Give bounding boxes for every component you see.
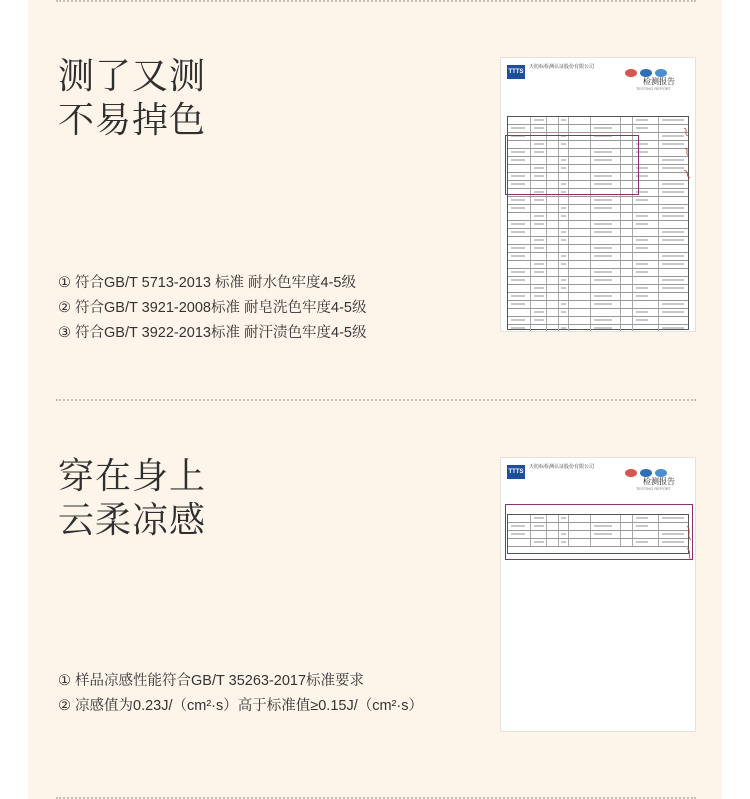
- highlight-box: [505, 135, 639, 195]
- report-table-row: [508, 277, 688, 285]
- highlight-box: [505, 504, 693, 560]
- section2-bullet-1: ① 样品凉感性能符合GB/T 35263-2017标准要求: [58, 673, 365, 689]
- section1-bullet-3: ③ 符合GB/T 3922-2013标准 耐汗渍色牢度4-5级: [58, 325, 367, 341]
- report-subheading: TESTING REPORT: [635, 86, 671, 91]
- section2-bullets: [58, 669, 423, 719]
- report-company: 天纺标检测认证股份有限公司: [529, 64, 595, 70]
- report-table-row: [508, 317, 688, 325]
- report-table-row: [508, 301, 688, 309]
- report-company: 天纺标检测认证股份有限公司: [529, 464, 595, 470]
- section1-bullets: [58, 271, 366, 346]
- report-heading: 检测报告: [643, 77, 675, 86]
- report-table-row: [508, 125, 688, 133]
- report-table-row: [508, 205, 688, 213]
- certification-marks: [625, 64, 687, 74]
- report-logo: TTTS: [507, 465, 525, 479]
- report-table-row: [508, 285, 688, 293]
- test-report-image-1: [500, 57, 696, 332]
- test-report-image-2: [500, 457, 696, 732]
- report-header: [507, 462, 689, 496]
- report-table-row: [508, 245, 688, 253]
- report-table-row: [508, 325, 688, 332]
- report-table-row: [508, 253, 688, 261]
- pen-mark: [681, 124, 695, 194]
- report-logo: TTTS: [507, 65, 525, 79]
- section1-title: 测了又测 不易掉色: [58, 55, 207, 140]
- report-table-row: [508, 261, 688, 269]
- report-table-row: [508, 213, 688, 221]
- report-subheading: TESTING REPORT: [635, 486, 671, 491]
- report-header: [507, 62, 689, 96]
- section1-bullet-2: ② 符合GB/T 3921-2008标准 耐皂洗色牢度4-5级: [58, 300, 367, 316]
- section2-title: 穿在身上 云柔凉感: [58, 455, 207, 540]
- report-table-row: [508, 237, 688, 245]
- report-table-row: [508, 309, 688, 317]
- pen-mark: [685, 522, 695, 562]
- report-table-row: [508, 221, 688, 229]
- section2-bullet-2: ② 凉感值为0.23J/（cm²·s）高于标准值≥0.15J/（cm²·s）: [58, 698, 423, 714]
- middle-divider: [56, 399, 696, 401]
- report-table-row: [508, 197, 688, 205]
- top-divider: [56, 0, 696, 2]
- report-heading: 检测报告: [643, 477, 675, 486]
- certification-marks: [625, 464, 687, 474]
- report-table-row: [508, 293, 688, 301]
- report-table-row: [508, 269, 688, 277]
- report-table-row: [508, 229, 688, 237]
- section1-bullet-1: ① 符合GB/T 5713-2013 标准 耐水色牢度4-5级: [58, 275, 356, 291]
- report-table-row: [508, 117, 688, 125]
